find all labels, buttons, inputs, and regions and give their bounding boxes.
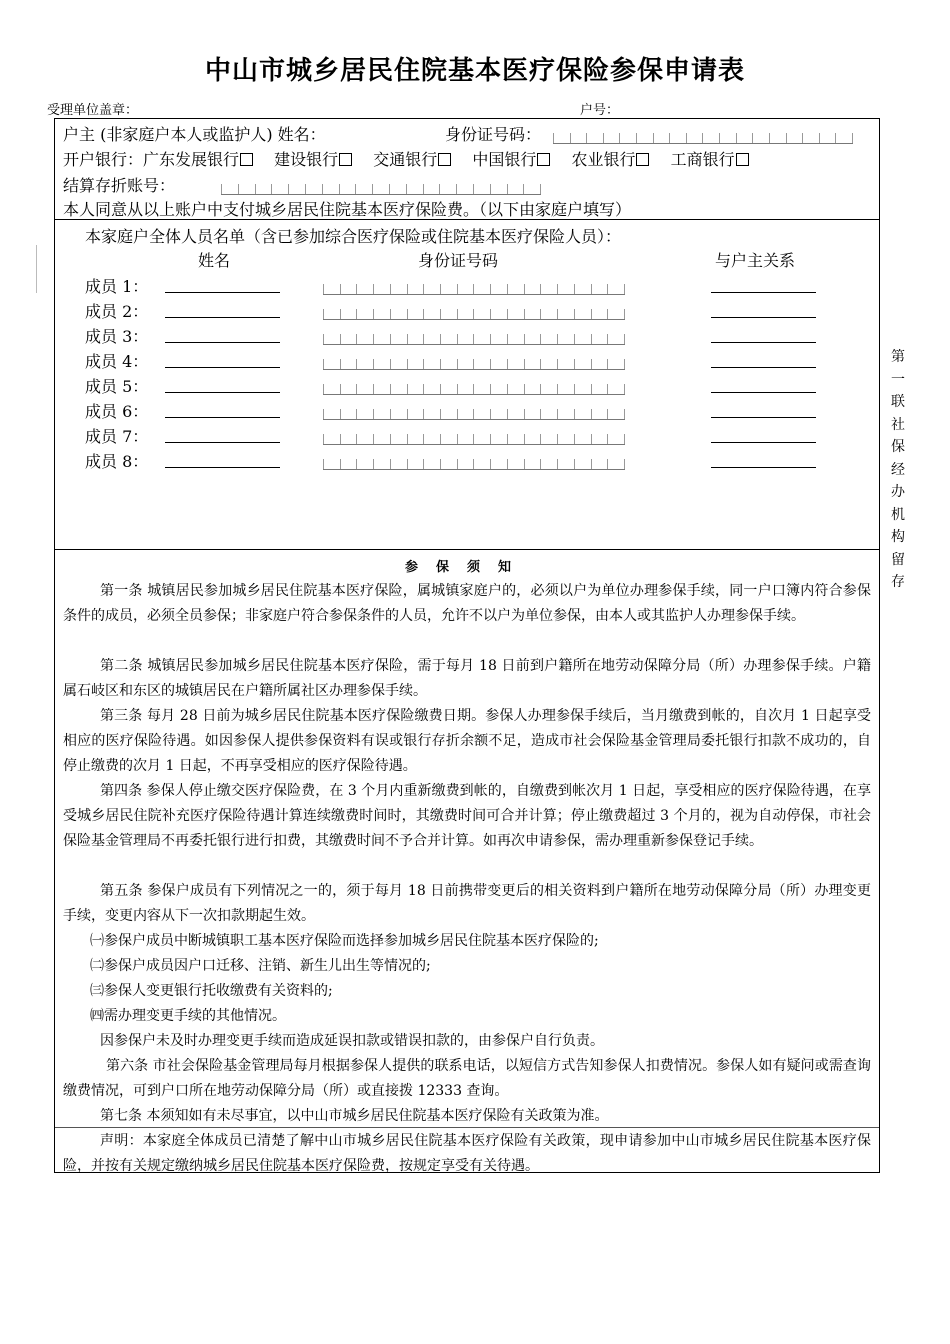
digit-box[interactable] [390,334,407,344]
digit-box[interactable] [356,434,373,444]
member-id-boxes[interactable] [323,280,625,295]
digit-box[interactable] [835,133,853,143]
digit-box[interactable] [507,334,524,344]
checkbox-icon[interactable] [736,153,749,166]
digit-box[interactable] [407,434,424,444]
digit-box[interactable] [271,184,288,194]
member-id-boxes[interactable] [323,405,625,420]
digit-box[interactable] [439,184,456,194]
digit-box[interactable] [373,459,390,469]
digit-box[interactable] [473,359,490,369]
digit-box[interactable] [473,334,490,344]
digit-box[interactable] [819,133,836,143]
digit-box[interactable] [373,359,390,369]
digit-box[interactable] [356,359,373,369]
digit-box[interactable] [540,284,557,294]
digit-box[interactable] [702,133,719,143]
copy-note: 第一联社保经办机构留存 [891,349,905,590]
digit-box[interactable] [356,384,373,394]
digit-box[interactable] [540,434,557,444]
digit-box[interactable] [540,359,557,369]
digit-box[interactable] [457,359,474,369]
digit-box[interactable] [557,334,574,344]
digit-box[interactable] [540,459,557,469]
digit-box[interactable] [507,309,524,319]
digit-box[interactable] [423,309,440,319]
digit-box[interactable] [557,284,574,294]
article-7: 第七条 本须知如有未尽事宜，以中山市城乡居民住院基本医疗保险有关政策为准。 [100,1108,609,1124]
digit-box[interactable] [524,334,541,344]
member-id-boxes[interactable] [323,430,625,445]
digit-box[interactable] [524,434,541,444]
digit-box[interactable] [221,184,238,194]
digit-box[interactable] [340,309,357,319]
digit-box[interactable] [323,384,340,394]
digit-box[interactable] [323,434,340,444]
digit-box[interactable] [440,409,457,419]
member-relation-field[interactable] [711,292,816,293]
member-id-boxes[interactable] [323,330,625,345]
digit-box[interactable] [356,459,373,469]
member-name-field[interactable] [165,392,280,393]
digit-box[interactable] [305,184,322,194]
digit-box[interactable] [636,133,653,143]
digit-box[interactable] [457,434,474,444]
digit-box[interactable] [553,133,570,143]
divider [55,549,879,550]
digit-box[interactable] [238,184,255,194]
digit-box[interactable] [390,434,407,444]
article-5-item-1: ㈠参保户成员中断城镇职工基本医疗保险而选择参加城乡居民住院基本医疗保险的; [90,933,599,949]
declaration: 声明：本家庭全体成员已清楚了解中山市城乡居民住院基本医疗保险有关政策，现申请参加中山市城乡居民住院基本医疗保险，并按有关规定缴纳城乡居民住院基本医疗保险费，按规定享受有关待遇。 [63,1133,871,1174]
form-frame [54,118,880,1173]
digit-box[interactable] [507,284,524,294]
digit-box[interactable] [490,459,507,469]
digit-box[interactable] [423,459,440,469]
bank-option-label: 广东发展银行 [143,150,240,169]
article-5-note: 因参保户未及时办理变更手续而造成延误扣款或错误扣款的，由参保户自行负责。 [100,1033,604,1049]
member-label: 成员 4： [85,352,149,371]
digit-box[interactable] [407,309,424,319]
bank-label: 开户银行： [63,150,144,169]
digit-box[interactable] [423,334,440,344]
digit-box[interactable] [557,384,574,394]
digit-box[interactable] [603,133,620,143]
member-relation-field[interactable] [711,417,816,418]
member-id-boxes[interactable] [323,455,625,470]
digit-box[interactable] [524,359,541,369]
member-name-field[interactable] [165,342,280,343]
digit-box[interactable] [340,334,357,344]
digit-box[interactable] [373,434,390,444]
member-label: 成员 6： [85,402,149,421]
digit-box[interactable] [473,459,490,469]
bank-option-icbc[interactable] [671,150,751,169]
consent-text: 本人同意从以上账户中支付城乡居民住院基本医疗保险费。（以下由家庭户填写） [63,200,632,219]
digit-box[interactable] [440,309,457,319]
digit-box[interactable] [557,309,574,319]
article-2: 第二条 城镇居民参加城乡居民住院基本医疗保险，需于每月 18 日前到户籍所在地劳动保障分局（所）办理参保手续。户籍属石岐区和东区的城镇居民在户籍所属社区办理参保手续。 [63,658,871,699]
member-relation-field[interactable] [711,317,816,318]
digit-box[interactable] [507,409,524,419]
digit-box[interactable] [423,284,440,294]
bank-option-ccb[interactable] [274,150,354,169]
checkbox-icon[interactable] [438,153,451,166]
holder-id-boxes[interactable] [553,129,853,144]
digit-box[interactable] [340,409,357,419]
digit-box[interactable] [490,434,507,444]
digit-box[interactable] [574,434,591,444]
form-title: 中山市城乡居民住院基本医疗保险参保申请表 [204,56,745,86]
digit-box[interactable] [473,384,490,394]
digit-box[interactable] [607,459,625,469]
digit-box[interactable] [591,334,608,344]
digit-box[interactable] [407,409,424,419]
digit-box[interactable] [440,459,457,469]
digit-box[interactable] [407,284,424,294]
digit-box[interactable] [524,409,541,419]
digit-box[interactable] [574,459,591,469]
digit-box[interactable] [457,309,474,319]
digit-box[interactable] [524,309,541,319]
member-name-field[interactable] [165,317,280,318]
digit-box[interactable] [407,334,424,344]
member-relation-field[interactable] [711,467,816,468]
digit-box[interactable] [490,359,507,369]
digit-box[interactable] [719,133,736,143]
digit-box[interactable] [390,359,407,369]
digit-box[interactable] [323,359,340,369]
digit-box[interactable] [473,434,490,444]
col-id-header: 身份证号码 [418,251,499,270]
digit-box[interactable] [340,459,357,469]
digit-box[interactable] [769,133,786,143]
checkbox-icon[interactable] [537,153,550,166]
member-label: 成员 7： [85,427,149,446]
digit-box[interactable] [407,384,424,394]
passbook-label: 结算存折账号： [63,176,176,195]
digit-box[interactable] [390,459,407,469]
digit-box[interactable] [490,384,507,394]
digit-box[interactable] [591,459,608,469]
digit-box[interactable] [440,384,457,394]
digit-box[interactable] [591,359,608,369]
member-label: 成员 1： [85,277,149,296]
digit-box[interactable] [456,184,473,194]
digit-box[interactable] [373,334,390,344]
members-heading: 本家庭户全体人员名单（含已参加综合医疗保险或住院基本医疗保险人员）： [85,227,622,246]
digit-box[interactable] [373,309,390,319]
digit-box[interactable] [423,434,440,444]
digit-box[interactable] [440,359,457,369]
member-label: 成员 2： [85,302,149,321]
checkbox-icon[interactable] [636,153,649,166]
digit-box[interactable] [373,384,390,394]
col-name-header: 姓名 [198,251,231,270]
digit-box[interactable] [473,309,490,319]
digit-box[interactable] [457,334,474,344]
digit-box[interactable] [786,133,803,143]
digit-box[interactable] [440,284,457,294]
member-relation-field[interactable] [711,342,816,343]
digit-box[interactable] [473,184,490,194]
digit-box[interactable] [607,334,625,344]
digit-box[interactable] [473,409,490,419]
digit-box[interactable] [802,133,819,143]
member-label: 成员 8： [85,452,149,471]
member-name-field[interactable] [165,442,280,443]
digit-box[interactable] [574,284,591,294]
digit-box[interactable] [457,459,474,469]
digit-box[interactable] [356,309,373,319]
digit-box[interactable] [473,284,490,294]
digit-box[interactable] [457,409,474,419]
bank-option-abc[interactable] [571,150,651,169]
digit-box[interactable] [407,459,424,469]
col-relation-header: 与户主关系 [715,251,796,270]
article-6: 第六条 市社会保险基金管理局每月根据参保人提供的联系电话，以短信方式告知参保人扣费情况。参保人如有疑问或需查询缴费情况，可到户口所在地劳动保障分局（所）或直接拨 12333 查询。 [63,1058,871,1099]
digit-box[interactable] [523,184,541,194]
digit-box[interactable] [490,184,507,194]
digit-box[interactable] [340,359,357,369]
digit-box[interactable] [323,309,340,319]
article-3: 第三条 每月 28 日前为城乡居民住院基本医疗保险缴费日期。参保人办理参保手续后，当月缴费到帐的，自次月 1 日起享受相应的医疗保险待遇。如因参保人提供参保资料有误或银行存折余额不足，造成市社会保险基金管理局委托银行扣款不成功的，自停止缴费的次月 1 日起，不再享受相应的医疗保险待遇。 [63,708,871,774]
divider [55,219,879,220]
digit-box[interactable] [586,133,603,143]
digit-box[interactable] [524,384,541,394]
bank-option-label: 交通银行 [373,150,438,169]
article-5-item-4: ㈣需办理变更手续的其他情况。 [90,1008,286,1024]
digit-box[interactable] [423,184,440,194]
bank-option-label: 建设银行 [274,150,339,169]
digit-box[interactable] [490,284,507,294]
digit-box[interactable] [591,309,608,319]
digit-box[interactable] [591,409,608,419]
digit-box[interactable] [507,184,524,194]
digit-box[interactable] [390,284,407,294]
divider [55,1127,879,1128]
bank-option-label: 工商银行 [670,150,735,169]
digit-box[interactable] [390,384,407,394]
digit-box[interactable] [423,384,440,394]
digit-box[interactable] [339,184,356,194]
digit-box[interactable] [619,133,636,143]
digit-box[interactable] [540,309,557,319]
digit-box[interactable] [540,409,557,419]
digit-box[interactable] [557,459,574,469]
bank-option-boc[interactable] [472,150,552,169]
article-5: 第五条 参保户成员有下列情况之一的，须于每月 18 日前携带变更后的相关资料到户籍所在地劳动保障分局（所）办理变更手续，变更内容从下一次扣款期起生效。 [63,883,871,924]
digit-box[interactable] [356,334,373,344]
digit-box[interactable] [524,284,541,294]
digit-box[interactable] [373,284,390,294]
digit-box[interactable] [557,359,574,369]
digit-box[interactable] [322,184,339,194]
holder-id-label: 身份证号码： [445,125,542,144]
digit-box[interactable] [607,309,625,319]
member-label: 成员 3： [85,327,149,346]
digit-box[interactable] [340,284,357,294]
passbook-number-boxes[interactable] [221,180,541,195]
digit-box[interactable] [540,384,557,394]
digit-box[interactable] [340,434,357,444]
bank-option-label: 农业银行 [571,150,636,169]
checkbox-icon[interactable] [240,153,253,166]
bank-option-label: 中国银行 [472,150,537,169]
digit-box[interactable] [736,133,753,143]
digit-box[interactable] [540,334,557,344]
digit-box[interactable] [440,334,457,344]
digit-box[interactable] [570,133,587,143]
digit-box[interactable] [389,184,406,194]
digit-box[interactable] [591,284,608,294]
digit-box[interactable] [323,409,340,419]
digit-box[interactable] [490,409,507,419]
digit-box[interactable] [507,384,524,394]
bank-row [63,147,751,170]
member-relation-field[interactable] [711,392,816,393]
digit-box[interactable] [457,284,474,294]
digit-box[interactable] [407,359,424,369]
digit-box[interactable] [507,459,524,469]
article-5-item-3: ㈢参保人变更银行托收缴费有关资料的; [90,983,333,999]
digit-box[interactable] [255,184,272,194]
digit-box[interactable] [423,359,440,369]
digit-box[interactable] [490,309,507,319]
bank-option-gdb[interactable] [143,150,255,169]
digit-box[interactable] [507,359,524,369]
digit-box[interactable] [288,184,305,194]
member-label: 成员 5： [85,377,149,396]
digit-box[interactable] [669,133,686,143]
digit-box[interactable] [607,434,625,444]
bank-option-bocom[interactable] [373,150,453,169]
digit-box[interactable] [557,434,574,444]
article-1: 第一条 城镇居民参加城乡居民住院基本医疗保险，属城镇家庭户的，必须以户为单位办理参保手续，同一户口簿内符合参保条件的成员，必须全员参保；非家庭户符合参保条件的人员，允许不以户为单位参保，由本人或其监护人办理参保手续。 [63,583,871,624]
digit-box[interactable] [323,334,340,344]
member-id-boxes[interactable] [323,305,625,320]
digit-box[interactable] [356,284,373,294]
digit-box[interactable] [574,384,591,394]
holder-name-label: 户主 (非家庭户本人或监护人) 姓名： [63,125,326,144]
member-id-boxes[interactable] [323,380,625,395]
digit-box[interactable] [355,184,372,194]
member-name-field[interactable] [165,367,280,368]
notice-title: 参保须知 [404,560,529,575]
stamp-label: 受理单位盖章： [47,103,139,118]
digit-box[interactable] [507,434,524,444]
digit-box[interactable] [653,133,670,143]
digit-box[interactable] [607,359,625,369]
digit-box[interactable] [457,384,474,394]
digit-box[interactable] [574,334,591,344]
digit-box[interactable] [574,309,591,319]
digit-box[interactable] [373,409,390,419]
digit-box[interactable] [574,409,591,419]
household-no-label: 户号： [580,103,620,118]
digit-box[interactable] [356,409,373,419]
member-name-field[interactable] [165,292,280,293]
member-relation-field[interactable] [711,367,816,368]
margin-mark [36,245,37,293]
digit-box[interactable] [390,309,407,319]
member-id-boxes[interactable] [323,355,625,370]
checkbox-icon[interactable] [339,153,352,166]
digit-box[interactable] [423,409,440,419]
member-relation-field[interactable] [711,442,816,443]
member-name-field[interactable] [165,467,280,468]
digit-box[interactable] [591,434,608,444]
digit-box[interactable] [607,284,625,294]
digit-box[interactable] [406,184,423,194]
digit-box[interactable] [607,409,625,419]
digit-box[interactable] [440,434,457,444]
digit-box[interactable] [323,284,340,294]
digit-box[interactable] [323,459,340,469]
article-5-item-2: ㈡参保户成员因户口迁移、注销、新生儿出生等情况的; [90,958,431,974]
digit-box[interactable] [607,384,625,394]
digit-box[interactable] [557,409,574,419]
member-name-field[interactable] [165,417,280,418]
digit-box[interactable] [591,384,608,394]
digit-box[interactable] [340,384,357,394]
digit-box[interactable] [524,459,541,469]
digit-box[interactable] [390,409,407,419]
digit-box[interactable] [490,334,507,344]
digit-box[interactable] [752,133,769,143]
digit-box[interactable] [686,133,703,143]
digit-box[interactable] [574,359,591,369]
article-4: 第四条 参保人停止缴交医疗保险费，在 3 个月内重新缴费到帐的，自缴费到帐次月 1 日起，享受相应的医疗保险待遇，在享受城乡居民住院补充医疗保险待遇计算连续缴费时间时，其缴费时间可合并计算；停止缴费超过 3 个月的，视为自动停保，市社会保险基金管理局不再委托银行进行扣费，其缴费时间不予合并计算。如再次申请参保，需办理重新参保登记手续。 [63,783,871,849]
digit-box[interactable] [372,184,389,194]
